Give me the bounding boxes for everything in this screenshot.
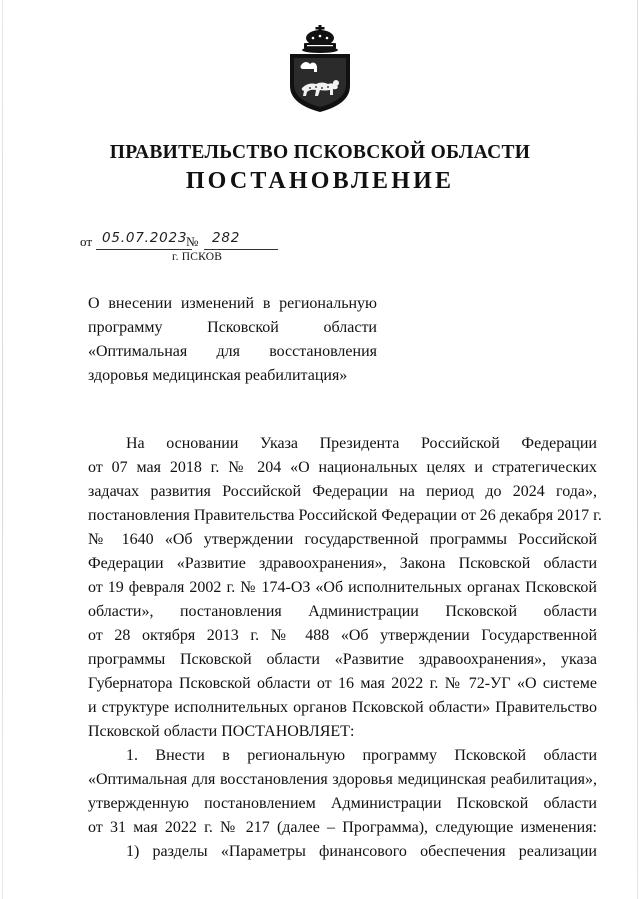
subject-line: программу Псковской области [88,319,377,336]
body-line: от 19 февраля 2002 г. № 174-ОЗ «Об исполнительных органах Псковской [88,579,597,596]
body-line: «Оптимальная для восстановления здоровья медицинская реабилитация», [88,771,597,788]
body-line: Губернатора Псковской области от 16 мая 2022 г. № 72-УГ «О системе [88,675,597,692]
body-line: области», постановления Администрации Псковской области [88,603,597,620]
body-line: задачах развития Российской Федерации на период до 2024 года», [88,483,597,500]
government-name: ПРАВИТЕЛЬСТВО ПСКОВСКОЙ ОБЛАСТИ [109,142,531,163]
body-line: На основании Указа Президента Российской Федерации [126,435,597,452]
body-line: Федерации «Развитие здравоохранения», Закона Псковской области [88,555,597,572]
number-value: 282 [212,230,241,246]
coat-of-arms-icon [280,24,360,114]
subject-line: «Оптимальная для восстановления [88,343,377,360]
date-prefix: от [80,234,93,249]
body-line: 1) разделы «Параметры финансового обеспечения реализации [126,843,597,860]
subject-line: О внесении изменений в региональную [88,295,377,312]
document-subject [88,292,377,388]
number-underline [204,249,278,250]
document-body [88,432,602,864]
document-type-title: ПОСТАНОВЛЕНИЕ [185,168,455,194]
subject-line: здоровья медицинская реабилитация» [88,367,348,384]
scan-edge-left [2,0,3,899]
body-line: программы Псковской области «Развитие здравоохранения», указа [88,651,597,668]
body-line: 1. Внести в региональную программу Псковской области [126,747,597,764]
date-underline [96,249,192,250]
body-line: утвержденную постановлением Администрации Псковской области [88,795,597,812]
body-line: Псковской области ПОСТАНОВЛЯЕТ: [88,723,355,740]
date-value: 05.07.2023 [102,230,188,246]
scan-edge-right [637,0,638,899]
body-line: № 1640 «Об утверждении государственной программы Российской [88,531,597,548]
body-line: от 28 октября 2013 г. № 488 «Об утверждении Государственной [88,627,597,644]
body-line: от 07 мая 2018 г. № 204 «О национальных целях и стратегических [88,459,597,476]
body-line: от 31 мая 2022 г. № 217 (далее – Программа), следующие изменения: [88,819,597,836]
body-line: и структуре исполнительных органов Псковской области» Правительство [88,699,597,716]
body-line: постановления Правительства Российской Федерации от 26 декабря 2017 г. [88,507,602,524]
number-prefix: № [186,234,199,249]
city-label: г. ПСКОВ [172,251,223,263]
